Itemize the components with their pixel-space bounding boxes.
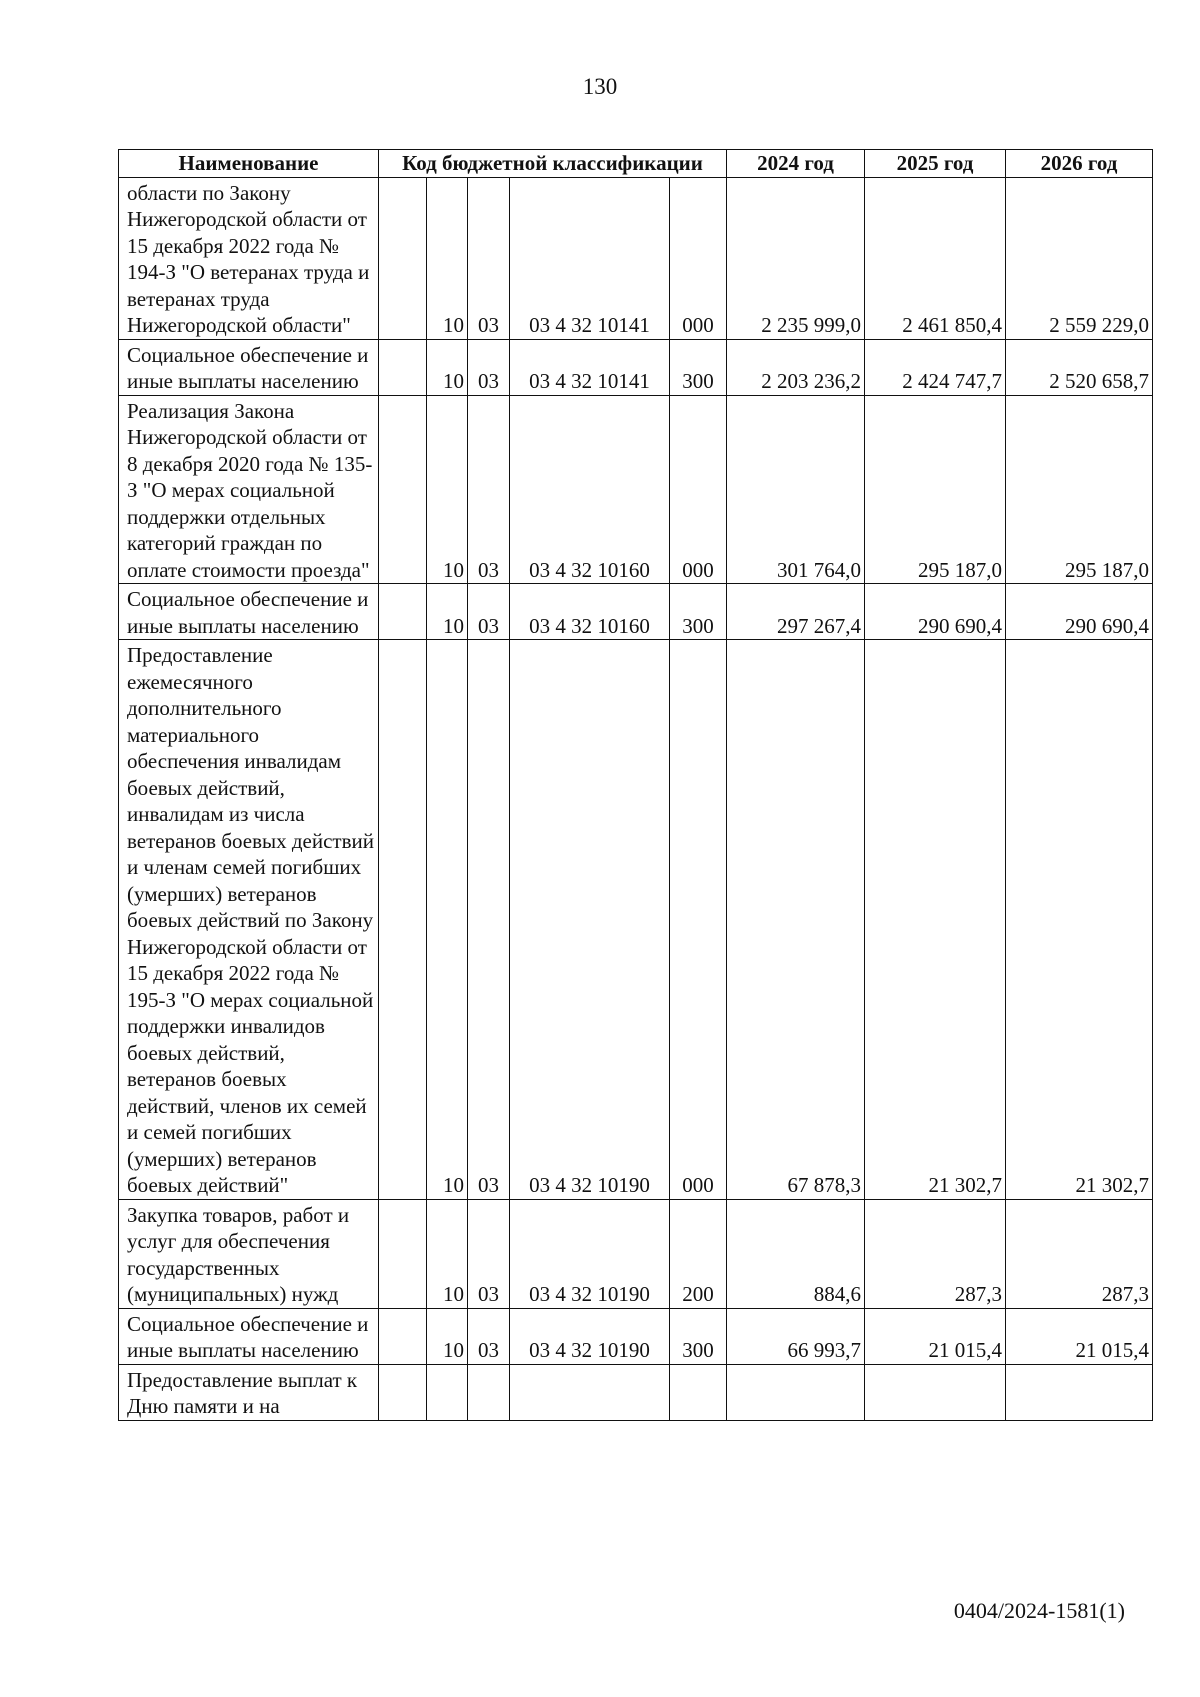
code-subsection: 03 xyxy=(468,1199,510,1308)
code-section: 10 xyxy=(427,339,468,395)
row-name: Реализация Закона Нижегородской области от 8 декабря 2020 года № 135-З "О мерах социальной поддержки отдельных категорий граждан по оплате стоимости проезда" xyxy=(119,395,379,584)
code-1 xyxy=(379,1199,427,1308)
table-row xyxy=(119,1199,1153,1308)
value-2026: 2 520 658,7 xyxy=(1006,339,1153,395)
row-name: Предоставление ежемесячного дополнительного материального обеспечения инвалидам боевых действий, инвалидам из числа ветеранов боевых действий и членам семей погибших (умерших) ветеранов боевых действий по Закону Нижегородской области от 15 декабря 2022 года № 195-З "О мерах социальной поддержки инвалидов боевых действий, ветеранов боевых действий, членов их семей и семей погибших (умерших) ветеранов боевых действий" xyxy=(119,640,379,1200)
row-name: Социальное обеспечение и иные выплаты населению xyxy=(119,584,379,640)
value-2025 xyxy=(865,1364,1006,1420)
code-target: 03 4 32 10190 xyxy=(510,1199,670,1308)
code-1 xyxy=(379,1308,427,1364)
code-1 xyxy=(379,1364,427,1420)
document-code: 0404/2024-1581(1) xyxy=(953,1598,1125,1623)
header-row xyxy=(119,150,1153,178)
value-2024: 2 203 236,2 xyxy=(727,339,865,395)
value-2025: 287,3 xyxy=(865,1199,1006,1308)
code-1 xyxy=(379,339,427,395)
header-2025: 2025 год xyxy=(865,150,1006,178)
header-code: Код бюджетной классификации xyxy=(379,150,727,178)
code-subsection: 03 xyxy=(468,339,510,395)
code-section: 10 xyxy=(427,1308,468,1364)
value-2025: 21 302,7 xyxy=(865,640,1006,1200)
value-2024: 2 235 999,0 xyxy=(727,177,865,339)
header-2026: 2026 год xyxy=(1006,150,1153,178)
table-row xyxy=(119,1364,1153,1420)
code-type: 000 xyxy=(670,395,727,584)
table-row xyxy=(119,1308,1153,1364)
code-target: 03 4 32 10190 xyxy=(510,1308,670,1364)
code-section: 10 xyxy=(427,177,468,339)
code-target: 03 4 32 10141 xyxy=(510,339,670,395)
table-row xyxy=(119,339,1153,395)
table-row xyxy=(119,584,1153,640)
code-target: 03 4 32 10160 xyxy=(510,395,670,584)
value-2024: 66 993,7 xyxy=(727,1308,865,1364)
row-name: Закупка товаров, работ и услуг для обеспечения государственных (муниципальных) нужд xyxy=(119,1199,379,1308)
row-name: области по Закону Нижегородской области от 15 декабря 2022 года № 194-З "О ветеранах труда и ветеранах труда Нижегородской области" xyxy=(119,177,379,339)
table-row xyxy=(119,177,1153,339)
code-target xyxy=(510,1364,670,1420)
value-2026: 2 559 229,0 xyxy=(1006,177,1153,339)
value-2026: 290 690,4 xyxy=(1006,584,1153,640)
value-2024: 67 878,3 xyxy=(727,640,865,1200)
code-1 xyxy=(379,640,427,1200)
code-type: 300 xyxy=(670,1308,727,1364)
code-1 xyxy=(379,395,427,584)
header-name: Наименование xyxy=(119,150,379,178)
value-2025: 21 015,4 xyxy=(865,1308,1006,1364)
code-target: 03 4 32 10190 xyxy=(510,640,670,1200)
table-row xyxy=(119,640,1153,1200)
value-2025: 2 461 850,4 xyxy=(865,177,1006,339)
code-target: 03 4 32 10160 xyxy=(510,584,670,640)
table-row xyxy=(119,395,1153,584)
code-subsection: 03 xyxy=(468,584,510,640)
value-2025: 2 424 747,7 xyxy=(865,339,1006,395)
row-name: Социальное обеспечение и иные выплаты населению xyxy=(119,1308,379,1364)
code-1 xyxy=(379,584,427,640)
code-section: 10 xyxy=(427,640,468,1200)
code-type: 300 xyxy=(670,339,727,395)
value-2025: 295 187,0 xyxy=(865,395,1006,584)
code-section xyxy=(427,1364,468,1420)
row-name: Предоставление выплат к Дню памяти и на xyxy=(119,1364,379,1420)
code-subsection: 03 xyxy=(468,177,510,339)
value-2024: 297 267,4 xyxy=(727,584,865,640)
value-2024: 301 764,0 xyxy=(727,395,865,584)
value-2026 xyxy=(1006,1364,1153,1420)
code-type: 200 xyxy=(670,1199,727,1308)
code-subsection: 03 xyxy=(468,640,510,1200)
code-section: 10 xyxy=(427,584,468,640)
code-subsection xyxy=(468,1364,510,1420)
value-2025: 290 690,4 xyxy=(865,584,1006,640)
header-2024: 2024 год xyxy=(727,150,865,178)
row-name: Социальное обеспечение и иные выплаты населению xyxy=(119,339,379,395)
budget-table xyxy=(118,149,1153,1421)
code-subsection: 03 xyxy=(468,1308,510,1364)
page-number: 130 xyxy=(582,74,618,99)
code-type: 000 xyxy=(670,640,727,1200)
code-target: 03 4 32 10141 xyxy=(510,177,670,339)
value-2026: 295 187,0 xyxy=(1006,395,1153,584)
code-section: 10 xyxy=(427,1199,468,1308)
value-2026: 287,3 xyxy=(1006,1199,1153,1308)
value-2026: 21 302,7 xyxy=(1006,640,1153,1200)
value-2026: 21 015,4 xyxy=(1006,1308,1153,1364)
code-section: 10 xyxy=(427,395,468,584)
code-type: 000 xyxy=(670,177,727,339)
code-1 xyxy=(379,177,427,339)
code-type: 300 xyxy=(670,584,727,640)
code-subsection: 03 xyxy=(468,395,510,584)
value-2024 xyxy=(727,1364,865,1420)
code-type xyxy=(670,1364,727,1420)
value-2024: 884,6 xyxy=(727,1199,865,1308)
